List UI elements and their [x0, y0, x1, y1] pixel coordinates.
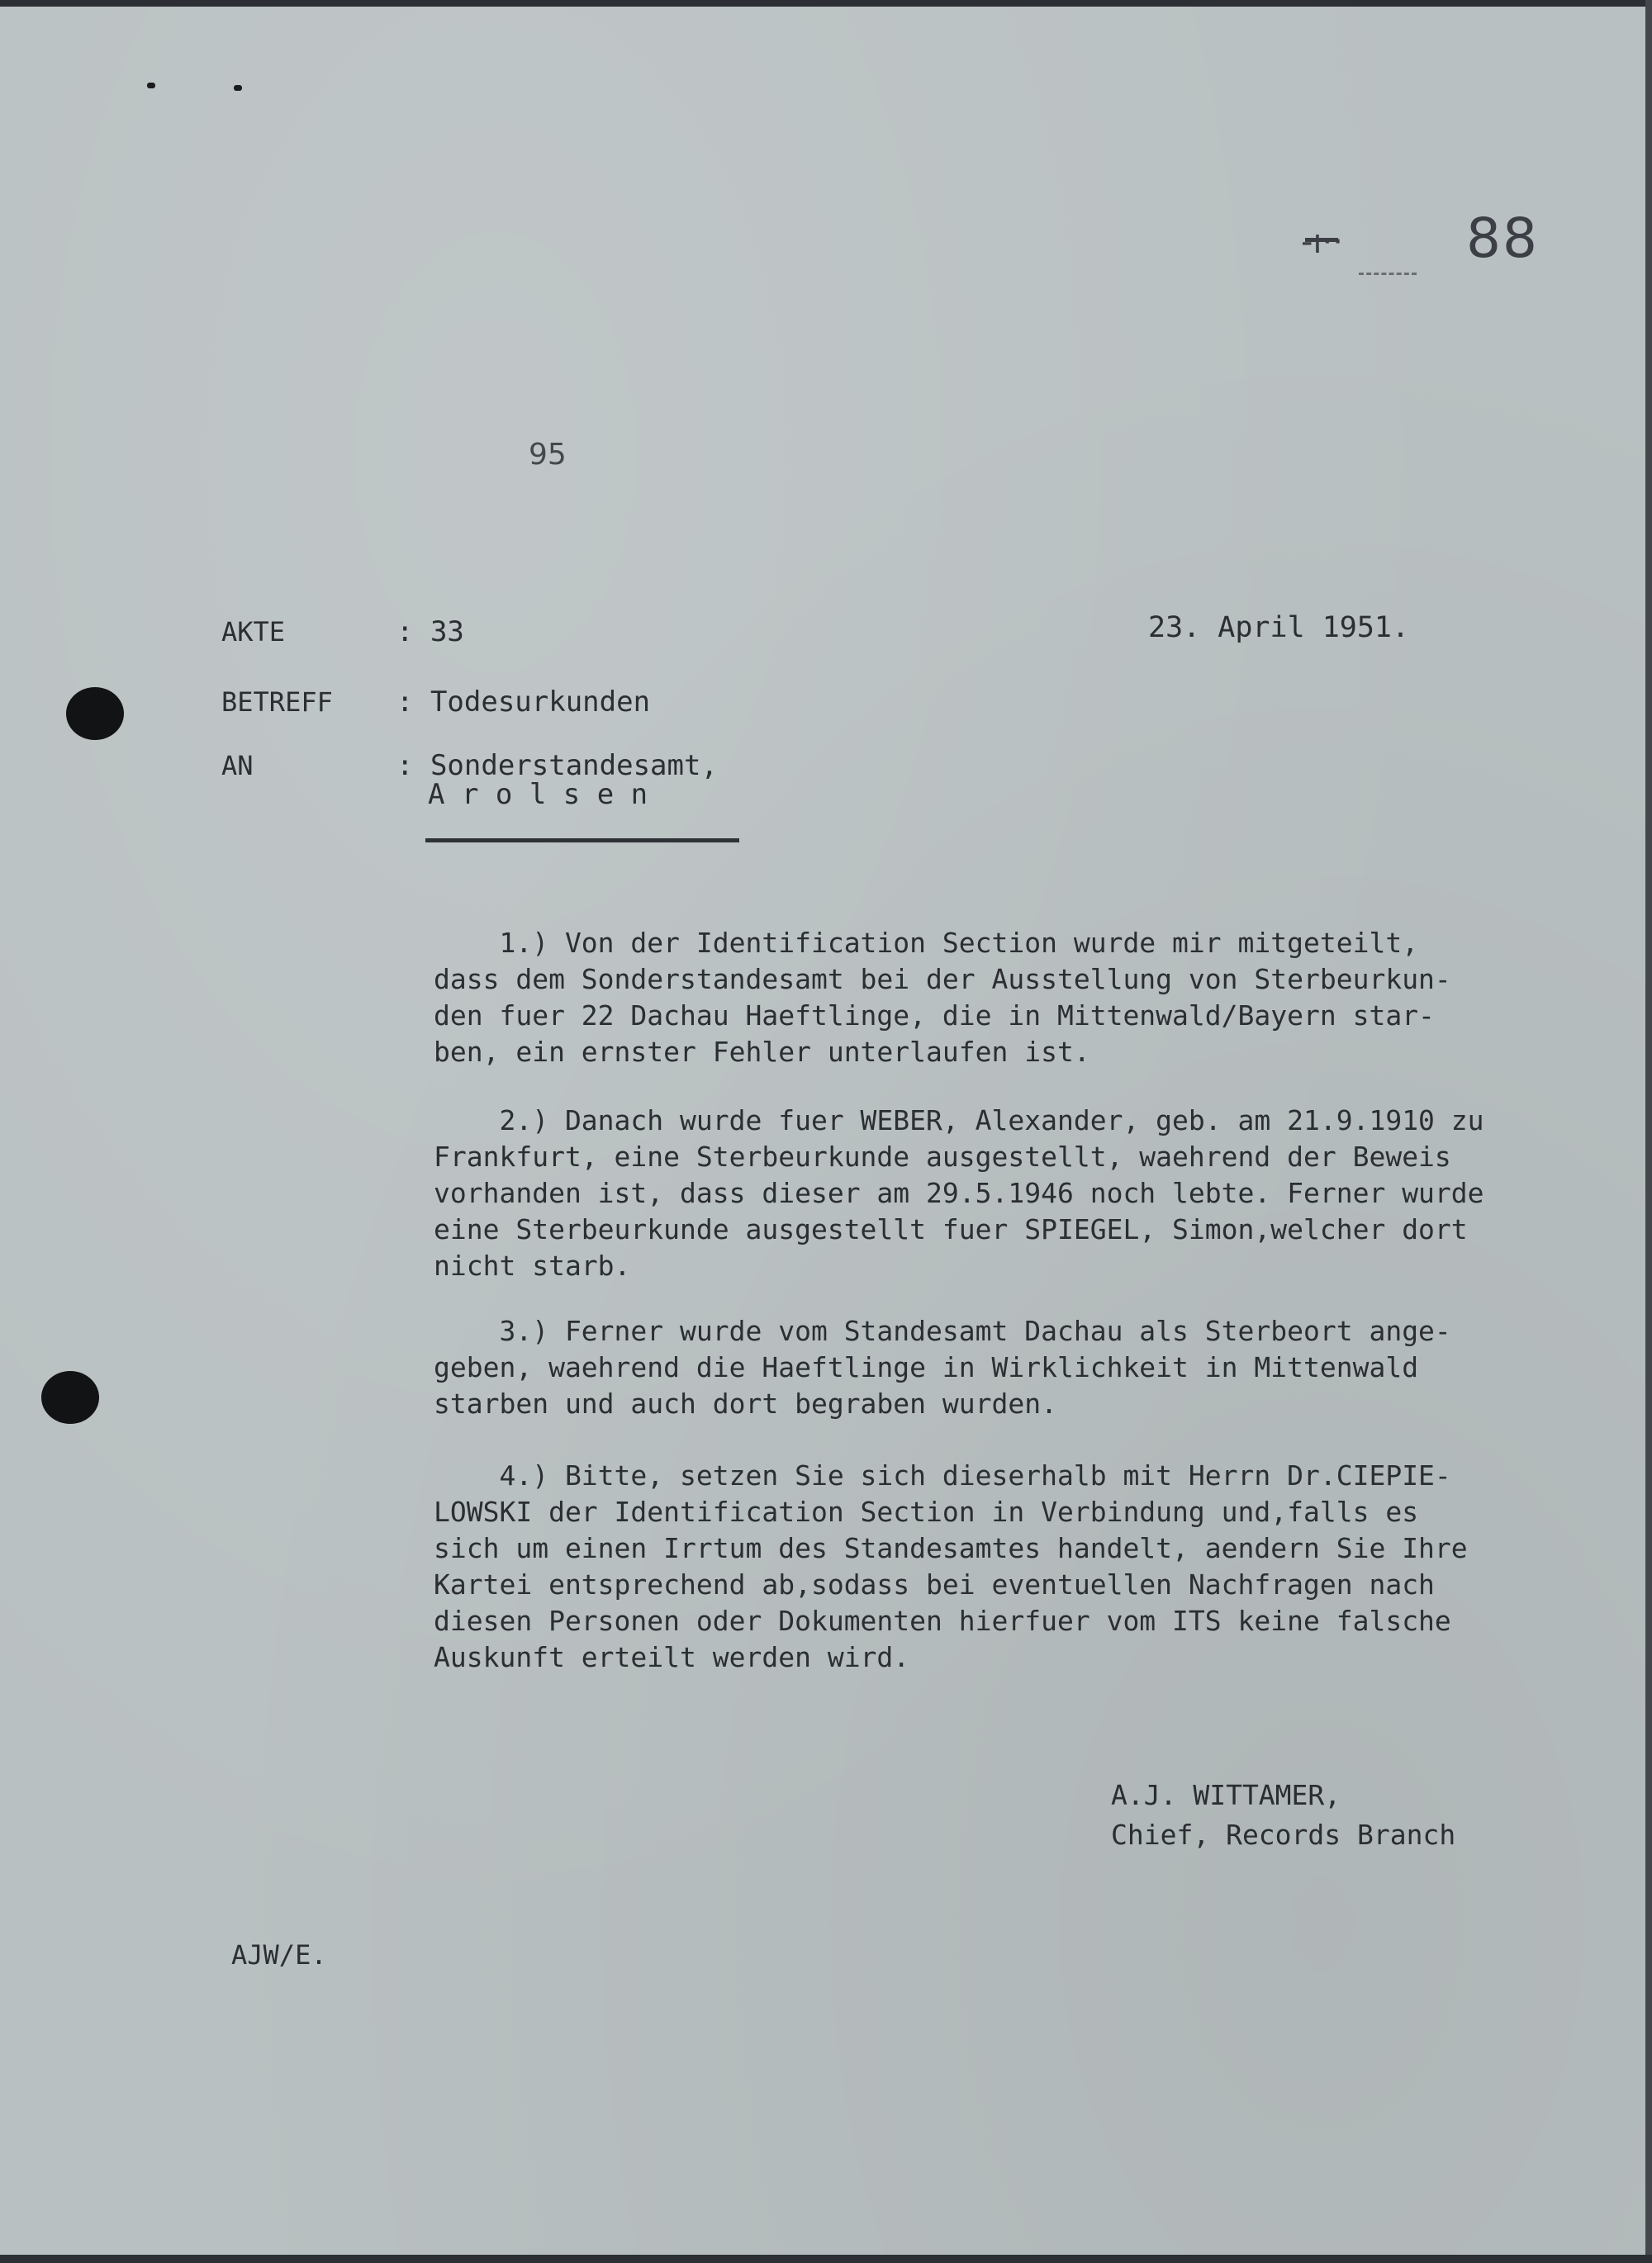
- an-value-line2: A r o l s e n: [428, 778, 648, 811]
- paragraph-2: [434, 1103, 1484, 1284]
- paragraph-4: [434, 1458, 1468, 1676]
- paragraph-line: nicht starb.: [434, 1250, 631, 1282]
- ink-speck: [234, 85, 242, 91]
- scan-edge-bottom: [0, 2255, 1652, 2263]
- stamp-mark: -ı··: [1301, 223, 1343, 261]
- paragraph-line: geben, waehrend die Haeftlinge in Wirklichkeit in Mittenwald: [434, 1351, 1419, 1383]
- paragraph-line: 3.) Ferner wurde vom Standesamt Dachau als Sterbeort ange-: [434, 1315, 1451, 1347]
- paragraph-3: [434, 1313, 1451, 1422]
- signature-block: [1111, 1776, 1455, 1855]
- an-value-line1: : Sonderstandesamt,: [396, 749, 718, 782]
- akte-label: AKTE: [221, 616, 286, 648]
- scan-edge-right: [1645, 0, 1652, 2263]
- signature-name: A.J. WITTAMER,: [1111, 1779, 1341, 1811]
- betreff-label: BETREFF: [221, 686, 333, 718]
- paragraph-line: Kartei entsprechend ab,sodass bei eventuellen Nachfragen nach: [434, 1568, 1435, 1601]
- page-number: 88: [1466, 206, 1539, 270]
- paragraph-line: 4.) Bitte, setzen Sie sich dieserhalb mit Herrn Dr.CIEPIE-: [434, 1459, 1451, 1492]
- reference-initials: AJW/E.: [231, 1939, 327, 1971]
- paragraph-line: 1.) Von der Identification Section wurde mir mitgeteilt,: [434, 927, 1419, 959]
- paragraph-line: eine Sterbeurkunde ausgestellt fuer SPIEGEL, Simon,welcher dort: [434, 1213, 1468, 1245]
- stamp-dots: [1359, 273, 1417, 275]
- paragraph-line: Auskunft erteilt werden wird.: [434, 1641, 910, 1673]
- paragraph-line: LOWSKI der Identification Section in Verbindung und,falls es: [434, 1496, 1419, 1528]
- paragraph-line: dass dem Sonderstandesamt bei der Ausstellung von Sterbeurkun-: [434, 963, 1451, 995]
- handwritten-number: 95: [529, 438, 567, 472]
- scan-edge-top: [0, 0, 1652, 7]
- paragraph-1: [434, 925, 1451, 1070]
- letter-date: 23. April 1951.: [1148, 611, 1410, 644]
- paragraph-line: starben und auch dort begraben wurden.: [434, 1388, 1057, 1420]
- paragraph-line: sich um einen Irrtum des Standesamtes handelt, aendern Sie Ihre: [434, 1532, 1468, 1564]
- betreff-value: : Todesurkunden: [396, 686, 651, 719]
- paragraph-line: vorhanden ist, dass dieser am 29.5.1946 noch lebte. Ferner wurde: [434, 1177, 1484, 1209]
- punch-hole-bottom: [41, 1371, 99, 1424]
- paragraph-line: ben, ein ernster Fehler unterlaufen ist.: [434, 1036, 1090, 1068]
- paragraph-line: 2.) Danach wurde fuer WEBER, Alexander, geb. am 21.9.1910 zu: [434, 1104, 1484, 1136]
- an-label: AN: [221, 750, 254, 781]
- header-underline: [425, 838, 739, 842]
- akte-value: : 33: [396, 615, 464, 648]
- paragraph-line: diesen Personen oder Dokumenten hierfuer vom ITS keine falsche: [434, 1605, 1451, 1637]
- paragraph-line: den fuer 22 Dachau Haeftlinge, die in Mittenwald/Bayern star-: [434, 999, 1435, 1032]
- signature-title: Chief, Records Branch: [1111, 1819, 1456, 1851]
- paragraph-line: Frankfurt, eine Sterbeurkunde ausgestellt, waehrend der Beweis: [434, 1141, 1451, 1173]
- punch-hole-top: [66, 687, 124, 740]
- ink-speck: [147, 83, 155, 88]
